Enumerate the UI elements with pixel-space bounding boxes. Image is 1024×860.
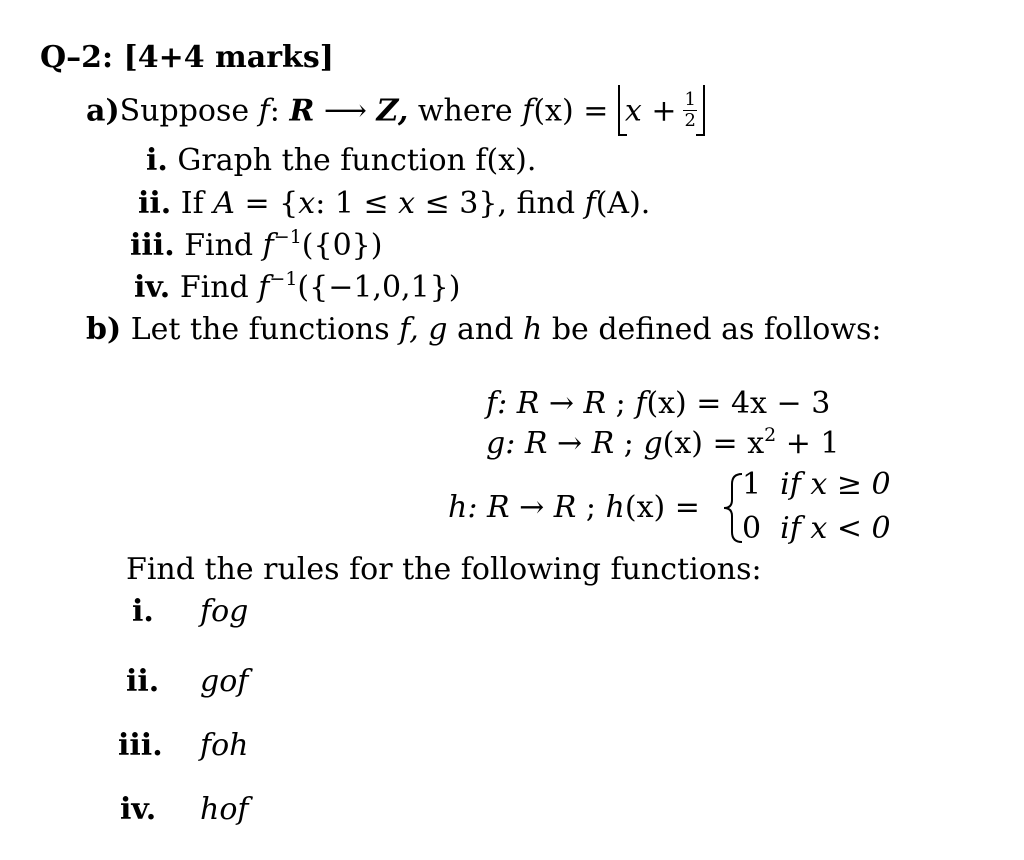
def-sep: ; xyxy=(576,490,606,525)
item-label: iii. xyxy=(130,228,175,263)
f-symbol: f xyxy=(262,228,274,263)
part-a-suppose: Suppose xyxy=(119,93,259,129)
case-2 xyxy=(742,511,891,547)
def-sep: ; xyxy=(614,426,644,461)
case-condition: if x ≥ 0 xyxy=(780,467,891,502)
inverse-superscript: −1 xyxy=(273,226,302,248)
part-b-label: b) xyxy=(86,312,122,347)
def-rule: (x) = 4x − 3 xyxy=(646,386,831,421)
case-value: 0 xyxy=(742,511,762,546)
def-rule: (x) = x xyxy=(662,426,765,461)
var-x: x xyxy=(398,186,416,221)
item-text: Find xyxy=(184,228,263,263)
item-text: = { xyxy=(234,186,299,221)
floor-bracket xyxy=(618,89,705,132)
item-text: ({0}) xyxy=(301,228,383,263)
def-fx: g xyxy=(643,426,663,461)
composition-label: i. xyxy=(132,594,154,629)
def-sep: ; xyxy=(606,386,636,421)
part-a-f-symbol: f xyxy=(258,93,270,129)
item-text: Graph the function f(x). xyxy=(177,143,537,178)
item-text: Find xyxy=(179,270,259,305)
fraction-denominator: 2 xyxy=(684,110,696,131)
item-label: ii. xyxy=(138,186,172,221)
part-a-intro xyxy=(86,89,705,132)
def-map: : R → R xyxy=(467,490,577,525)
composition-label: iii. xyxy=(118,728,163,763)
definition-f xyxy=(486,386,830,422)
var-x: x xyxy=(298,186,316,221)
set-a: A xyxy=(213,186,235,221)
square-superscript: 2 xyxy=(764,424,777,446)
part-b-text: and xyxy=(447,312,523,347)
part-a-where: where xyxy=(408,93,523,129)
composition-label: ii. xyxy=(126,664,160,699)
def-name: g xyxy=(486,426,506,461)
part-a-item-4 xyxy=(134,270,460,309)
definition-h xyxy=(448,490,700,526)
part-a-arrow: ⟶ xyxy=(314,93,377,129)
part-a-fx-arg: (x) = xyxy=(533,93,618,129)
part-a-item-1 xyxy=(146,143,536,179)
part-b-text: be defined as follows: xyxy=(542,312,882,347)
inverse-superscript: −1 xyxy=(269,268,298,290)
def-map: : R → R xyxy=(497,386,607,421)
part-a-colon: : xyxy=(269,93,290,129)
item-text: If xyxy=(180,186,214,221)
case-value: 1 xyxy=(742,467,762,502)
part-b-h: h xyxy=(522,312,543,347)
def-fx: h xyxy=(605,490,625,525)
floor-x: x xyxy=(624,93,642,129)
part-a-codomain: Z, xyxy=(376,93,409,129)
case-1 xyxy=(742,467,891,503)
part-a-item-3 xyxy=(130,228,382,267)
definition-g xyxy=(486,426,840,465)
item-text: ≤ 3}, find xyxy=(415,186,585,221)
item-label: iv. xyxy=(134,270,171,305)
f-symbol: f xyxy=(584,186,596,221)
composition-label: iv. xyxy=(120,792,157,827)
def-map: : R → R xyxy=(505,426,615,461)
def-rule: + 1 xyxy=(776,426,840,461)
composition-expr: fog xyxy=(200,594,249,629)
part-a-item-2 xyxy=(138,186,650,222)
composition-3 xyxy=(118,728,163,764)
part-b-fg: f, g xyxy=(399,312,448,347)
part-a-domain: R xyxy=(289,93,315,129)
composition-expr: foh xyxy=(200,728,249,763)
composition-2 xyxy=(126,664,159,700)
item-text: (A). xyxy=(595,186,651,221)
question-heading: Q–2: [4+4 marks] xyxy=(40,40,334,75)
def-name: f xyxy=(486,386,498,421)
composition-expr: hof xyxy=(200,792,249,827)
def-fx: f xyxy=(635,386,647,421)
find-rules-text: Find the rules for the following functions: xyxy=(126,552,762,587)
part-b-intro xyxy=(86,312,882,348)
def-rule: (x) = xyxy=(624,490,700,525)
def-name: h xyxy=(448,490,468,525)
item-text: : 1 ≤ xyxy=(315,186,399,221)
part-b-text: Let the functions xyxy=(130,312,400,347)
f-symbol: f xyxy=(258,270,270,305)
part-a-fx: f xyxy=(522,93,534,129)
item-text: ({−1,0,1}) xyxy=(297,270,461,305)
floor-plus: + xyxy=(641,93,677,129)
composition-1 xyxy=(132,594,154,630)
case-condition: if x < 0 xyxy=(780,511,891,546)
composition-expr: gof xyxy=(200,664,249,699)
item-label: i. xyxy=(146,143,168,178)
part-a-label: a) xyxy=(86,93,120,129)
composition-4 xyxy=(120,792,156,828)
fraction-numerator: 1 xyxy=(684,89,696,110)
